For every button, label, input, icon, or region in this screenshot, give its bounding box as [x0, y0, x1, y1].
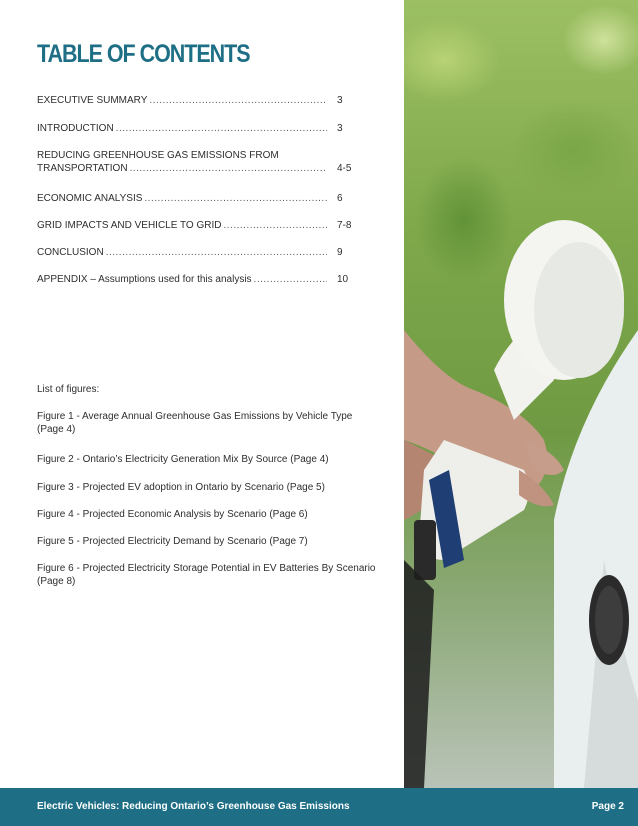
toc-entry-economic-analysis[interactable]: [37, 192, 357, 205]
dot-leader: [254, 273, 327, 286]
toc-page-number: 6: [337, 193, 343, 204]
toc-page-number: 3: [337, 123, 343, 134]
toc-entry-appendix[interactable]: [37, 273, 357, 286]
dot-leader: [106, 246, 327, 259]
dot-leader: [130, 162, 327, 175]
figure-item: Figure 5 - Projected Electricity Demand by Scenario (Page 7): [37, 536, 308, 547]
figure-item: Figure 2 - Ontario’s Electricity Generation Mix By Source (Page 4): [37, 454, 329, 465]
ev-charger-illustration: [404, 0, 638, 788]
figure-item: Figure 4 - Projected Economic Analysis by Scenario (Page 6): [37, 509, 308, 520]
toc-entry-reducing-ghg[interactable]: [37, 149, 357, 175]
figure-item: Figure 1 - Average Annual Greenhouse Gas Emissions by Vehicle Type (Page 4): [37, 411, 353, 435]
footer-document-title: Electric Vehicles: Reducing Ontario’s Greenhouse Gas Emissions: [37, 801, 350, 812]
toc-page-number: 9: [337, 247, 343, 258]
toc-page-number: 3: [337, 95, 343, 106]
toc-label: CONCLUSION: [37, 247, 104, 258]
dot-leader: [223, 219, 327, 232]
toc-label: INTRODUCTION: [37, 123, 114, 134]
toc-label: GRID IMPACTS AND VEHICLE TO GRID: [37, 220, 222, 231]
toc-page-number: 7-8: [337, 220, 352, 231]
toc-page-number: 10: [337, 274, 349, 285]
toc-label-line1: REDUCING GREENHOUSE GAS EMISSIONS FROM: [37, 150, 279, 161]
toc-page-number: 4-5: [337, 163, 352, 174]
toc-label: APPENDIX – Assumptions used for this analysis: [37, 274, 252, 285]
toc-label: EXECUTIVE SUMMARY: [37, 95, 148, 106]
toc-entry-conclusion[interactable]: [37, 246, 357, 259]
dot-leader: [144, 192, 327, 205]
toc-entry-executive-summary[interactable]: [37, 94, 357, 107]
figure-item: Figure 6 - Projected Electricity Storage Potential in EV Batteries By Scenario (Page 8): [37, 563, 376, 587]
dot-leader: [149, 94, 327, 107]
figures-heading: List of figures:: [37, 384, 100, 395]
toc-label: TRANSPORTATION: [37, 163, 128, 174]
toc-label: ECONOMIC ANALYSIS: [37, 193, 143, 204]
page-footer: [0, 788, 638, 826]
footer-page-number: Page 2: [591, 801, 624, 812]
figure-item: Figure 3 - Projected EV adoption in Ontario by Scenario (Page 5): [37, 482, 325, 493]
toc-entry-grid-impacts[interactable]: [37, 219, 357, 232]
dot-leader: [116, 122, 327, 135]
page-title: TABLE OF CONTENTS: [37, 40, 250, 68]
ev-charger-photo: [404, 0, 638, 788]
toc-entry-introduction[interactable]: [37, 122, 357, 135]
